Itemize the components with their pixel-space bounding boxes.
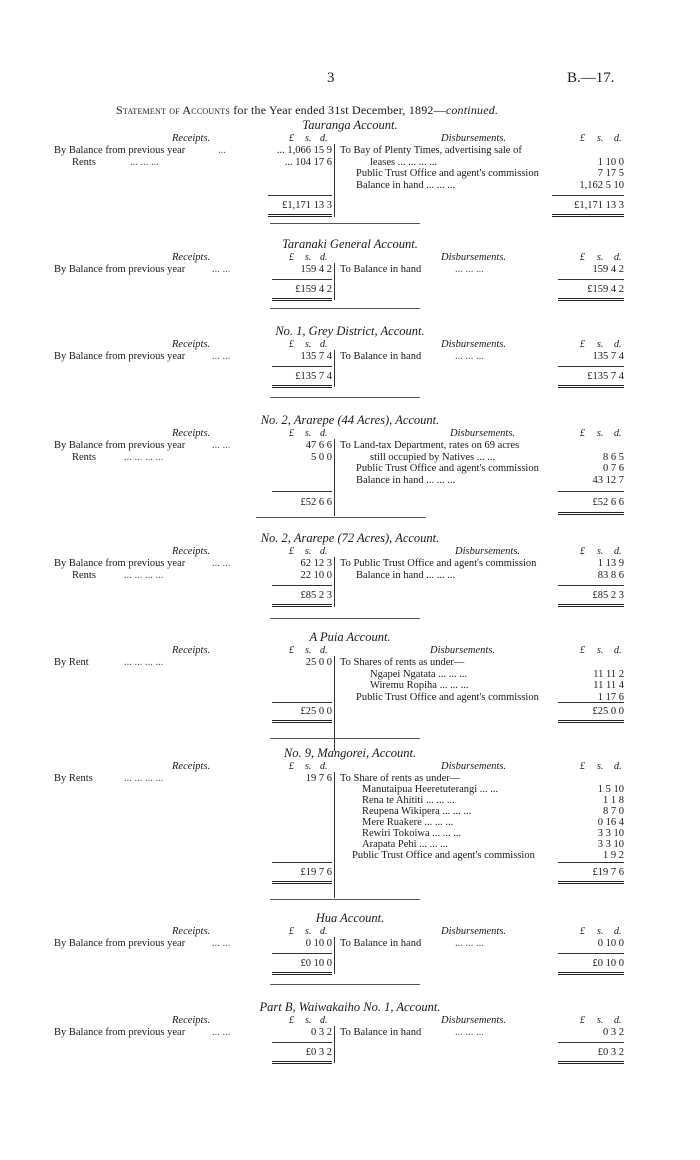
disbursement-amount: 1 13 9 bbox=[597, 558, 624, 569]
disbursements-total: £85 2 3 bbox=[592, 590, 624, 601]
account-title: No. 2, Ararepe (44 Acres), Account. bbox=[260, 413, 440, 427]
col-shillings: s. bbox=[305, 1015, 312, 1026]
disbursements-total: £19 7 6 bbox=[592, 867, 624, 878]
rule bbox=[558, 1042, 624, 1043]
receipt-amount: ... 1,066 15 9 bbox=[276, 145, 332, 156]
col-pound: £ bbox=[580, 428, 585, 439]
col-shillings: s. bbox=[597, 428, 604, 439]
double-rule bbox=[272, 298, 332, 301]
col-pound: £ bbox=[580, 1015, 585, 1026]
rule bbox=[272, 491, 332, 492]
double-rule bbox=[272, 972, 332, 975]
disbursement-amount: 11 11 4 bbox=[593, 680, 624, 691]
statement-title bbox=[116, 103, 498, 118]
receipts-label: Receipts. bbox=[172, 926, 211, 937]
leader-dots: ... ... ... ... bbox=[124, 773, 164, 784]
rule bbox=[558, 585, 624, 586]
disbursement-amount: 11 11 2 bbox=[593, 669, 624, 680]
rule bbox=[268, 195, 332, 196]
document-reference: B.—17. bbox=[567, 70, 615, 86]
rule bbox=[272, 585, 332, 586]
receipt-text: By Balance from previous year bbox=[54, 558, 186, 569]
rule bbox=[558, 279, 624, 280]
column-divider bbox=[334, 557, 335, 607]
receipt-text: Rents bbox=[72, 452, 96, 463]
disbursement-text bbox=[340, 145, 522, 156]
double-rule bbox=[272, 604, 332, 607]
leader-dots: ... ... bbox=[212, 264, 231, 275]
account-title: A Puia Account. bbox=[309, 630, 391, 644]
disbursement-text: To Balance in hand bbox=[340, 264, 422, 275]
section-separator bbox=[270, 899, 420, 900]
double-rule bbox=[558, 298, 624, 301]
col-shillings: s. bbox=[305, 428, 312, 439]
rule bbox=[272, 366, 332, 367]
disbursement-text: Public Trust Office and agent's commission bbox=[356, 692, 539, 703]
double-rule bbox=[558, 881, 624, 884]
col-shillings: s. bbox=[305, 339, 312, 350]
col-pence: d. bbox=[320, 645, 328, 656]
double-rule bbox=[272, 1061, 332, 1064]
disbursement-text: Reupena Wikipera ... ... ... bbox=[362, 806, 472, 817]
receipts-label: Receipts. bbox=[172, 761, 211, 772]
col-pence: d. bbox=[320, 761, 328, 772]
leader-dots: ... ... bbox=[212, 351, 231, 362]
col-shillings: s. bbox=[305, 926, 312, 937]
disbursement-amount: 0 3 2 bbox=[603, 1027, 624, 1038]
disbursement-text: Balance in hand ... ... ... bbox=[356, 570, 456, 581]
column-divider bbox=[334, 937, 335, 974]
col-pence: d. bbox=[614, 926, 622, 937]
col-shillings: s. bbox=[597, 546, 604, 557]
col-pound: £ bbox=[289, 546, 294, 557]
section-separator bbox=[270, 618, 420, 619]
disbursement-amount: 43 12 7 bbox=[592, 475, 624, 486]
leader-dots: ... ... ... bbox=[455, 1027, 484, 1038]
disbursement-amount: 1 1 8 bbox=[603, 795, 624, 806]
disbursement-text: To Balance in hand bbox=[340, 1027, 422, 1038]
rule bbox=[558, 953, 624, 954]
rule bbox=[272, 1042, 332, 1043]
receipts-label: Receipts. bbox=[172, 252, 211, 263]
receipt-text: By Balance from previous year bbox=[54, 440, 186, 451]
receipt-text: By Rents bbox=[54, 773, 93, 784]
receipts-total: £0 10 0 bbox=[300, 958, 332, 969]
disbursement-text: Balance in hand ... ... ... bbox=[356, 180, 456, 191]
disbursements-label: Disbursements. bbox=[441, 339, 507, 350]
receipts-total: £19 7 6 bbox=[300, 867, 332, 878]
section-separator bbox=[270, 984, 420, 985]
disbursements-label: Disbursements. bbox=[455, 546, 521, 557]
disbursements-total: £159 4 2 bbox=[587, 284, 624, 295]
col-pound: £ bbox=[580, 926, 585, 937]
receipt-amount: ... 104 17 6 bbox=[284, 157, 332, 168]
section-separator bbox=[270, 308, 420, 309]
disbursement-text: Balance in hand ... ... ... bbox=[356, 475, 456, 486]
col-pence: d. bbox=[614, 645, 622, 656]
col-pound: £ bbox=[289, 252, 294, 263]
disbursement-amount: 0 7 6 bbox=[603, 463, 624, 474]
leader-dots: ... ... bbox=[212, 1027, 231, 1038]
receipts-label: Receipts. bbox=[172, 546, 211, 557]
rule bbox=[272, 862, 332, 863]
disbursement-text: Rena te Ahititi ... ... ... bbox=[362, 795, 455, 806]
disbursement-text: Public Trust Office and agent's commission bbox=[352, 850, 535, 861]
col-pound: £ bbox=[580, 761, 585, 772]
disbursement-amount: 8 6 5 bbox=[603, 452, 624, 463]
receipt-amount: 0 10 0 bbox=[305, 938, 332, 949]
double-rule bbox=[558, 1061, 624, 1064]
leader-dots: ... ... ... bbox=[455, 264, 484, 275]
rule bbox=[272, 953, 332, 954]
disbursements-total: £0 3 2 bbox=[597, 1047, 624, 1058]
col-shillings: s. bbox=[305, 761, 312, 772]
double-rule bbox=[272, 881, 332, 884]
disbursements-total: £135 7 4 bbox=[587, 371, 624, 382]
col-pence: d. bbox=[320, 339, 328, 350]
column-divider bbox=[334, 439, 335, 516]
column-divider bbox=[334, 144, 335, 217]
col-pound: £ bbox=[289, 645, 294, 656]
receipt-amount: 62 12 3 bbox=[300, 558, 332, 569]
leader-dots: ... ... ... ... bbox=[124, 657, 164, 668]
column-divider bbox=[334, 1026, 335, 1063]
disbursement-amount: 1 17 6 bbox=[597, 692, 624, 703]
col-pound: £ bbox=[580, 546, 585, 557]
receipts-total: £25 0 0 bbox=[300, 706, 332, 717]
leader-dots: ... ... bbox=[212, 558, 231, 569]
double-rule bbox=[558, 972, 624, 975]
col-pence: d. bbox=[320, 546, 328, 557]
disbursement-text: Ngapei Ngatata ... ... ... bbox=[370, 669, 468, 680]
statement-title-main: Statement of Accounts bbox=[116, 103, 231, 117]
rule bbox=[558, 702, 624, 703]
disbursement-text: To Public Trust Office and agent's commission bbox=[340, 558, 537, 569]
col-pence: d. bbox=[614, 252, 622, 263]
receipt-text: Rents bbox=[72, 157, 96, 168]
receipt-amount: 47 6 6 bbox=[305, 440, 332, 451]
col-pound: £ bbox=[289, 926, 294, 937]
disbursement-text: To Balance in hand bbox=[340, 351, 422, 362]
col-pence: d. bbox=[614, 339, 622, 350]
double-rule bbox=[268, 214, 332, 217]
double-rule bbox=[272, 720, 332, 723]
disbursement-amount: 3 3 10 bbox=[597, 828, 624, 839]
disbursement-text: Mere Ruakere ... ... ... bbox=[362, 817, 454, 828]
col-pound: £ bbox=[580, 133, 585, 144]
account-title: No. 1, Grey District, Account. bbox=[275, 324, 425, 338]
col-pound: £ bbox=[580, 339, 585, 350]
disbursements-label: Disbursements. bbox=[441, 252, 507, 263]
disbursements-total: £52 6 6 bbox=[592, 497, 624, 508]
receipt-text: By Balance from previous year bbox=[54, 1027, 186, 1038]
leader-dots: ... ... ... bbox=[455, 351, 484, 362]
col-pence: d. bbox=[320, 926, 328, 937]
receipts-total: £0 3 2 bbox=[305, 1047, 332, 1058]
col-pence: d. bbox=[320, 133, 328, 144]
col-shillings: s. bbox=[597, 1015, 604, 1026]
disbursements-label: Disbursements. bbox=[441, 761, 507, 772]
double-rule bbox=[272, 385, 332, 388]
double-rule bbox=[558, 385, 624, 388]
disbursement-text: To Share of rents as under— bbox=[340, 773, 461, 784]
double-rule bbox=[558, 512, 624, 515]
leader-dots: ... ... bbox=[212, 938, 231, 949]
col-pound: £ bbox=[580, 645, 585, 656]
disbursement-amount: 1 5 10 bbox=[597, 784, 624, 795]
rule bbox=[272, 702, 332, 703]
col-pound: £ bbox=[289, 761, 294, 772]
receipts-total: £159 4 2 bbox=[295, 284, 332, 295]
col-pence: d. bbox=[320, 1015, 328, 1026]
disbursements-label: Disbursements. bbox=[450, 428, 516, 439]
rule bbox=[558, 491, 624, 492]
rule bbox=[558, 862, 624, 863]
col-pound: £ bbox=[289, 339, 294, 350]
rule bbox=[272, 279, 332, 280]
rule bbox=[552, 195, 624, 196]
col-shillings: s. bbox=[305, 252, 312, 263]
disbursement-text: Manutaipua Heeretuterangi ... ... bbox=[362, 784, 499, 795]
column-divider bbox=[334, 656, 335, 751]
disbursements-total: £25 0 0 bbox=[592, 706, 624, 717]
statement-title-continued: continued. bbox=[445, 103, 499, 117]
section-separator bbox=[270, 223, 420, 224]
leader-dots: ... ... ... ... bbox=[124, 452, 164, 463]
col-shillings: s. bbox=[305, 133, 312, 144]
col-pound: £ bbox=[289, 428, 294, 439]
col-pence: d. bbox=[614, 428, 622, 439]
leader-dots: ... ... ... bbox=[455, 938, 484, 949]
column-divider bbox=[334, 263, 335, 300]
disbursement-text: Arapata Pehi ... ... ... bbox=[362, 839, 449, 850]
section-separator bbox=[270, 738, 420, 739]
receipt-amount: 135 7 4 bbox=[300, 351, 332, 362]
receipts-label: Receipts. bbox=[172, 339, 211, 350]
col-shillings: s. bbox=[597, 252, 604, 263]
section-separator bbox=[256, 517, 426, 518]
disbursement-amount: 7 17 5 bbox=[597, 168, 624, 179]
receipt-text: Rents bbox=[72, 570, 96, 581]
col-pence: d. bbox=[320, 428, 328, 439]
col-pound: £ bbox=[289, 1015, 294, 1026]
rule bbox=[558, 366, 624, 367]
disbursement-text: Public Trust Office and agent's commission bbox=[356, 168, 539, 179]
col-shillings: s. bbox=[597, 761, 604, 772]
disbursement-text: Rewiri Tokoiwa ... ... ... bbox=[362, 828, 462, 839]
account-title: Tauranga Account. bbox=[302, 118, 398, 132]
receipts-total: £1,171 13 3 bbox=[282, 200, 332, 211]
account-title: Taranaki General Account. bbox=[282, 237, 418, 251]
disbursement-amount: 135 7 4 bbox=[592, 351, 624, 362]
receipts-total: £85 2 3 bbox=[300, 590, 332, 601]
leader-dots: ... ... bbox=[212, 440, 231, 451]
disbursement-text-bay: To Bay of Plenty Times, advertising sale of bbox=[340, 145, 522, 156]
disbursement-text: leases ... ... ... ... bbox=[370, 157, 438, 168]
disbursement-amount: 8 7 0 bbox=[603, 806, 624, 817]
leader-dots: ... ... ... ... bbox=[124, 570, 164, 581]
disbursements-total: £0 10 0 bbox=[592, 958, 624, 969]
disbursement-text: still occupied by Natives ... ... bbox=[370, 452, 496, 463]
double-rule bbox=[558, 604, 624, 607]
receipts-total: £135 7 4 bbox=[295, 371, 332, 382]
section-separator bbox=[270, 397, 420, 398]
disbursement-text: To Shares of rents as under— bbox=[340, 657, 465, 668]
receipts-label: Receipts. bbox=[172, 645, 211, 656]
disbursement-text: To Land-tax Department, rates on 69 acres bbox=[340, 440, 520, 451]
col-pound: £ bbox=[580, 252, 585, 263]
receipt-amount: 22 10 0 bbox=[300, 570, 332, 581]
page-number: 3 bbox=[327, 70, 335, 86]
receipts-total: £52 6 6 bbox=[300, 497, 332, 508]
col-shillings: s. bbox=[597, 645, 604, 656]
disbursement-amount: 159 4 2 bbox=[592, 264, 624, 275]
double-rule bbox=[558, 720, 624, 723]
account-title: Hua Account. bbox=[315, 911, 385, 925]
receipt-amount: 0 3 2 bbox=[311, 1027, 332, 1038]
disbursement-text: To Balance in hand bbox=[340, 938, 422, 949]
col-shillings: s. bbox=[597, 339, 604, 350]
disbursement-amount: 83 8 6 bbox=[597, 570, 624, 581]
receipt-text: By Balance from previous year bbox=[54, 351, 186, 362]
receipt-text: By Balance from previous year bbox=[54, 145, 186, 156]
disbursement-amount: 1 10 0 bbox=[597, 157, 624, 168]
disbursement-text: Public Trust Office and agent's commission bbox=[356, 463, 539, 474]
receipt-amount: 5 0 0 bbox=[311, 452, 332, 463]
disbursement-amount: 1,162 5 10 bbox=[579, 180, 624, 191]
col-pence: d. bbox=[320, 252, 328, 263]
account-title: Part B, Waiwakaiho No. 1, Account. bbox=[259, 1000, 441, 1014]
receipt-text: By Balance from previous year bbox=[54, 938, 186, 949]
receipts-label: Receipts. bbox=[172, 428, 211, 439]
receipt-amount: 19 7 6 bbox=[305, 773, 332, 784]
col-pence: d. bbox=[614, 761, 622, 772]
column-divider bbox=[334, 350, 335, 387]
col-pence: d. bbox=[614, 133, 622, 144]
disbursements-label: Disbursements. bbox=[441, 1015, 507, 1026]
receipts-label: Receipts. bbox=[172, 1015, 211, 1026]
disbursements-label: Disbursements. bbox=[441, 133, 507, 144]
receipt-amount: 159 4 2 bbox=[300, 264, 332, 275]
leader-dots: ... ... ... bbox=[130, 157, 159, 168]
receipt-amount: 25 0 0 bbox=[305, 657, 332, 668]
col-shillings: s. bbox=[597, 926, 604, 937]
col-shillings: s. bbox=[305, 546, 312, 557]
col-pence: d. bbox=[614, 546, 622, 557]
column-divider bbox=[334, 772, 335, 898]
double-rule bbox=[552, 214, 624, 217]
account-title: No. 2, Ararepe (72 Acres), Account. bbox=[260, 531, 440, 545]
col-shillings: s. bbox=[305, 645, 312, 656]
disbursements-label: Disbursements. bbox=[441, 926, 507, 937]
leader-dots: ... bbox=[218, 145, 226, 156]
account-title: No. 9, Mangorei, Account. bbox=[283, 746, 417, 760]
disbursement-amount: 0 10 0 bbox=[597, 938, 624, 949]
receipt-text: By Balance from previous year bbox=[54, 264, 186, 275]
disbursement-amount: 1 9 2 bbox=[603, 850, 624, 861]
disbursements-total: £1,171 13 3 bbox=[574, 200, 624, 211]
col-shillings: s. bbox=[597, 133, 604, 144]
disbursements-label: Disbursements. bbox=[430, 645, 496, 656]
receipts-label: Receipts. bbox=[172, 133, 211, 144]
disbursement-amount: 0 16 4 bbox=[597, 817, 624, 828]
col-pound: £ bbox=[289, 133, 294, 144]
col-pence: d. bbox=[614, 1015, 622, 1026]
disbursement-amount: 3 3 10 bbox=[597, 839, 624, 850]
disbursement-text: Wiremu Ropiha ... ... ... bbox=[370, 680, 469, 691]
statement-title-rest: for the Year ended 31st December, 1892— bbox=[230, 103, 446, 117]
receipt-text: By Rent bbox=[54, 657, 89, 668]
